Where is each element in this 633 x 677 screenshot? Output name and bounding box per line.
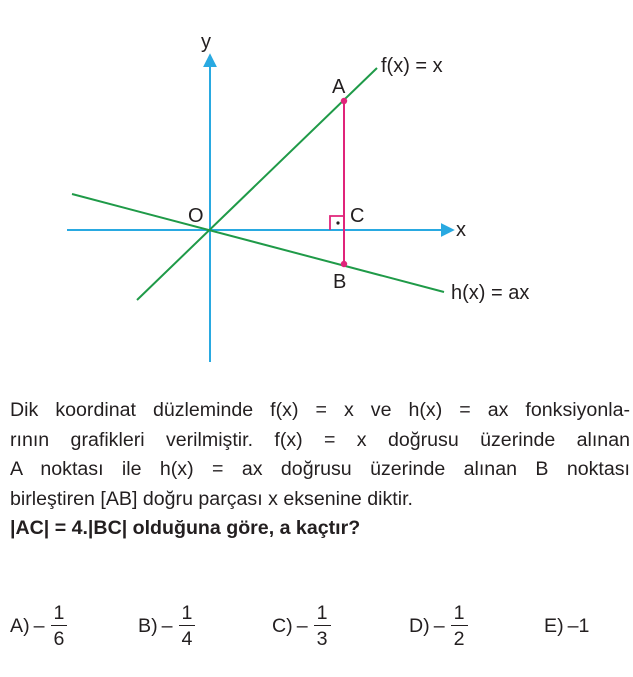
choice-c-denominator: 3 bbox=[316, 628, 328, 650]
origin-label: O bbox=[188, 205, 204, 227]
choice-d[interactable] bbox=[409, 596, 468, 656]
choice-d-numerator: 1 bbox=[451, 602, 468, 626]
choice-a-numerator: 1 bbox=[51, 602, 68, 626]
x-axis-label: x bbox=[456, 219, 466, 241]
point-c-label: C bbox=[350, 205, 365, 227]
question-text bbox=[10, 396, 630, 544]
h-function-label: h(x) = ax bbox=[451, 282, 530, 304]
choice-b-sign: – bbox=[161, 614, 173, 637]
y-axis-label: y bbox=[201, 31, 211, 53]
choice-d-denominator: 2 bbox=[453, 628, 465, 650]
choice-d-label: D) bbox=[409, 614, 430, 637]
question-line-2: rının grafikleri verilmiştir. f(x) = x doğrusu üzerinde alınan bbox=[10, 428, 630, 451]
question-prompt: |AC| = 4.|BC| olduğuna göre, a kaçtır? bbox=[10, 517, 361, 539]
choice-e-value: –1 bbox=[567, 614, 590, 637]
choice-d-fraction bbox=[451, 602, 468, 650]
choice-d-sign: – bbox=[433, 614, 445, 637]
choice-c-fraction bbox=[314, 602, 331, 650]
line-h bbox=[72, 194, 444, 292]
choice-e[interactable] bbox=[544, 596, 589, 656]
point-a-dot bbox=[341, 98, 347, 104]
choice-a[interactable] bbox=[10, 596, 67, 656]
choice-c-sign: – bbox=[296, 614, 308, 637]
choice-a-label: A) bbox=[10, 614, 30, 637]
question-line-4: birleştiren [AB] doğru parçası x eksenine diktir. bbox=[10, 487, 413, 510]
choice-b-label: B) bbox=[138, 614, 158, 637]
question-line-3: A noktası ile h(x) = ax doğrusu üzerinde alınan B noktası bbox=[10, 458, 630, 480]
choice-a-denominator: 6 bbox=[53, 628, 65, 650]
point-b-label: B bbox=[333, 271, 347, 293]
choice-c-numerator: 1 bbox=[314, 602, 331, 626]
point-a-label: A bbox=[332, 76, 346, 98]
point-b-dot bbox=[341, 261, 347, 267]
question-line-1: Dik koordinat düzleminde f(x) = x ve h(x) = ax fonksiyonla- bbox=[10, 399, 630, 421]
choice-c[interactable] bbox=[272, 596, 331, 656]
choice-b-fraction bbox=[179, 602, 196, 650]
choice-a-fraction bbox=[51, 602, 68, 650]
choice-b-denominator: 4 bbox=[181, 628, 193, 650]
answer-choices bbox=[10, 596, 630, 656]
choice-b-numerator: 1 bbox=[179, 602, 196, 626]
f-function-label: f(x) = x bbox=[381, 55, 443, 77]
choice-e-label: E) bbox=[544, 614, 564, 637]
choice-b[interactable] bbox=[138, 596, 195, 656]
choice-c-label: C) bbox=[272, 614, 293, 637]
right-angle-dot bbox=[336, 221, 339, 224]
choice-a-sign: – bbox=[33, 614, 45, 637]
